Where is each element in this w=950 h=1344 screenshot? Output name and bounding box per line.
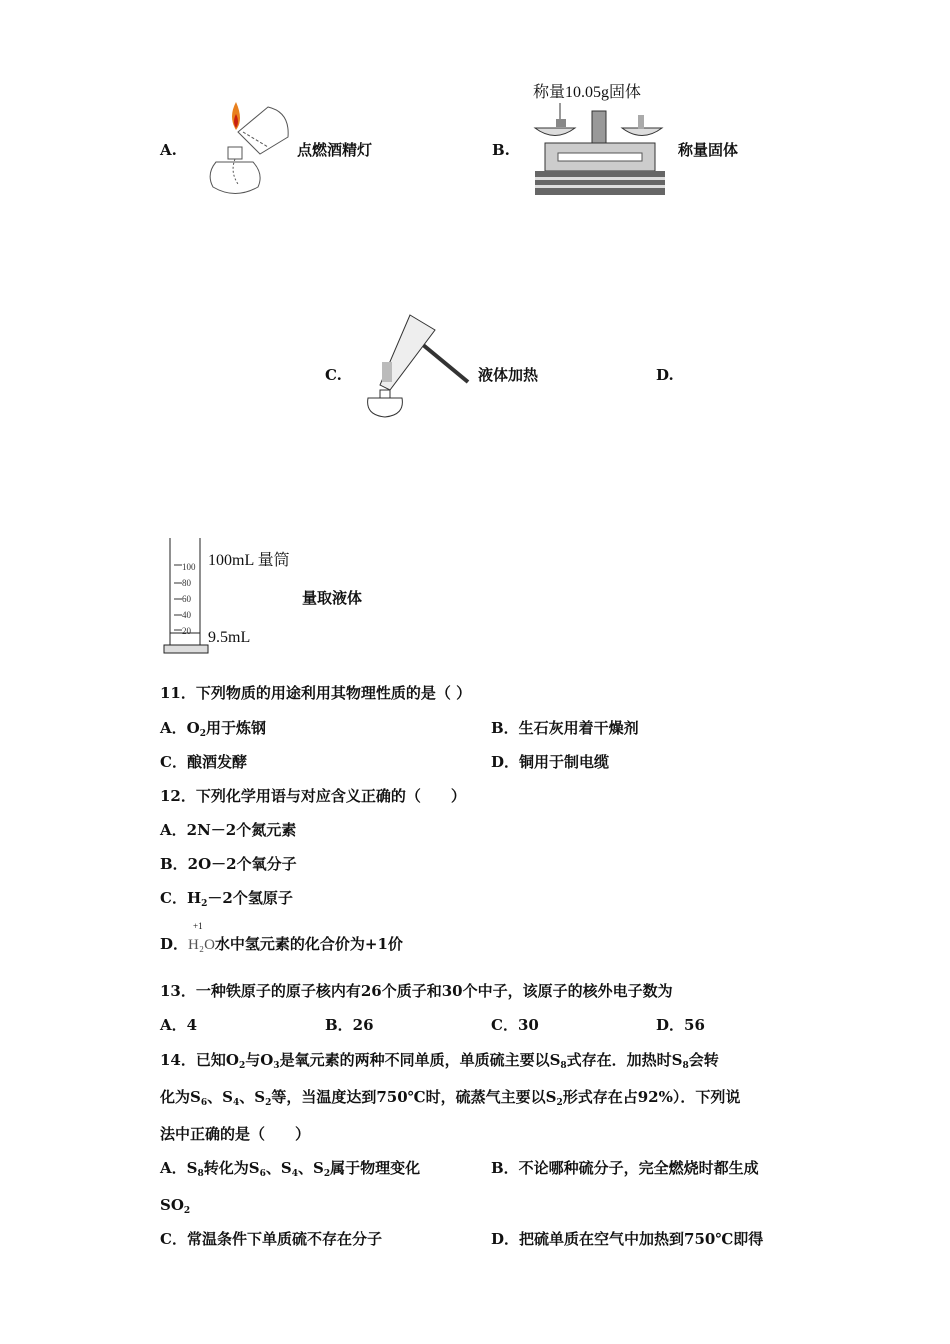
text-segment: C．酿酒发酵 bbox=[160, 753, 247, 771]
text-segment: 形式存在占92%）．下列说 bbox=[562, 1088, 741, 1106]
subscript: 4 bbox=[232, 1098, 240, 1108]
q13-option-a: A．4 bbox=[160, 1016, 198, 1034]
q14-option-a bbox=[160, 1158, 420, 1184]
subscript: 8 bbox=[560, 1061, 567, 1071]
text-segment: 化为S bbox=[160, 1088, 201, 1106]
subscript: 6 bbox=[200, 1098, 208, 1108]
q14-stem-line3 bbox=[160, 1124, 310, 1144]
text-segment: B．2O－2个氧分子 bbox=[160, 855, 297, 873]
text-segment: 会转 bbox=[688, 1051, 719, 1069]
q11-stem bbox=[160, 683, 471, 703]
water-formula: H₂O bbox=[188, 937, 215, 953]
text-segment: 等，当温度达到750℃时，硫蒸气主要以S bbox=[271, 1088, 557, 1106]
text-segment: 12．下列化学用语与对应含义正确的（ ） bbox=[160, 787, 466, 805]
q12-option-c bbox=[160, 888, 293, 914]
q11-option-a bbox=[160, 718, 266, 744]
subscript: 2 bbox=[183, 1206, 191, 1216]
q14-option-d bbox=[491, 1229, 763, 1249]
text-segment: 、S bbox=[239, 1088, 266, 1106]
text-segment: 与O bbox=[245, 1051, 274, 1069]
text-segment: 13．一种铁原子的原子核内有26个质子和30个中子，该原子的核外电子数为 bbox=[160, 982, 673, 1000]
text-segment: 、S bbox=[297, 1159, 324, 1177]
cylinder-tick: 100 bbox=[182, 562, 196, 572]
option-c-label: C. bbox=[325, 366, 342, 384]
q14-stem-line1 bbox=[160, 1050, 719, 1076]
text-segment: C．常温条件下单质硫不存在分子 bbox=[160, 1230, 382, 1248]
text-segment: B．生石灰用着干燥剂 bbox=[491, 719, 639, 737]
cylinder-tick: 40 bbox=[182, 610, 191, 620]
text-segment: 、S bbox=[207, 1088, 233, 1106]
alcohol-lamp-lighting-illustration bbox=[198, 92, 293, 200]
option-a-label: A. bbox=[160, 141, 177, 159]
q12-stem bbox=[160, 786, 466, 806]
text-segment: B．不论哪种硫分子，完全燃烧时都生成 bbox=[491, 1159, 759, 1177]
subscript: 8 bbox=[197, 1169, 204, 1179]
option-b-text: 称量固体 bbox=[678, 141, 739, 159]
text-segment: A．O bbox=[160, 719, 200, 737]
subscript: 3 bbox=[273, 1061, 280, 1071]
text-segment: 式存在．加热时S bbox=[566, 1051, 683, 1069]
q14-option-b bbox=[491, 1158, 759, 1178]
subscript: 2 bbox=[556, 1098, 563, 1108]
option-c-text: 液体加热 bbox=[478, 366, 539, 384]
cylinder-tick: 20 bbox=[182, 626, 191, 636]
text-segment: 法中正确的是（ ） bbox=[160, 1125, 311, 1143]
q12-option-d bbox=[160, 934, 403, 955]
text-segment: 14．已知O bbox=[160, 1051, 239, 1069]
text-segment: 11．下列物质的用途利用其物理性质的是（ ） bbox=[160, 684, 472, 702]
q14-stem-line2 bbox=[160, 1087, 740, 1113]
text-segment: A．S bbox=[160, 1159, 198, 1177]
text-segment: D．把硫单质在空气中加热到750℃即得 bbox=[491, 1230, 764, 1248]
q12-option-d-text: 水中氢元素的化合价为+1价 bbox=[214, 935, 403, 953]
cylinder-tick: 60 bbox=[182, 594, 191, 604]
q13-option-b: B．26 bbox=[325, 1016, 374, 1034]
text-segment: A．2N－2个氮元素 bbox=[160, 821, 297, 839]
cylinder-tick: 80 bbox=[182, 578, 191, 588]
subscript: 4 bbox=[291, 1169, 298, 1179]
text-segment: 用于炼钢 bbox=[205, 719, 266, 737]
subscript: 2 bbox=[323, 1169, 331, 1179]
q12-option-d-label: D． bbox=[160, 935, 189, 953]
text-segment: －2个氢原子 bbox=[207, 889, 293, 907]
balance-caption: 称量10.05g固体 bbox=[533, 84, 642, 101]
subscript: 8 bbox=[682, 1061, 689, 1071]
q12-option-b bbox=[160, 854, 297, 874]
q12-option-a bbox=[160, 820, 296, 840]
text-segment: 、S bbox=[265, 1159, 292, 1177]
valence-mark: +1 bbox=[193, 921, 203, 931]
text-segment: 是氧元素的两种不同单质，单质硫主要以S bbox=[279, 1051, 561, 1069]
subscript: 2 bbox=[201, 899, 208, 909]
q11-option-b bbox=[491, 718, 639, 738]
q13-option-c: C．30 bbox=[491, 1016, 539, 1034]
cylinder-reading: 9.5mL bbox=[208, 629, 251, 646]
option-a-text: 点燃酒精灯 bbox=[297, 141, 373, 159]
subscript: 2 bbox=[238, 1061, 246, 1071]
q14-option-b-cont bbox=[160, 1195, 190, 1221]
text-segment: SO bbox=[160, 1196, 184, 1214]
q14-option-c bbox=[160, 1229, 382, 1249]
option-d-text: 量取液体 bbox=[302, 589, 363, 607]
cylinder-label: 100mL 量筒 bbox=[208, 552, 290, 569]
subscript: 2 bbox=[199, 729, 206, 739]
subscript: 6 bbox=[259, 1169, 266, 1179]
liquid-heating-illustration bbox=[360, 310, 475, 420]
text-segment: 转化为S bbox=[203, 1159, 260, 1177]
text-segment: C．H bbox=[160, 889, 202, 907]
q11-option-d bbox=[491, 752, 609, 772]
option-b-label: B. bbox=[492, 141, 510, 159]
text-segment: 属于物理变化 bbox=[330, 1159, 421, 1177]
subscript: 2 bbox=[265, 1098, 272, 1108]
q13-stem bbox=[160, 981, 673, 1001]
q11-option-c bbox=[160, 752, 247, 772]
text-segment: D．铜用于制电缆 bbox=[491, 753, 610, 771]
balance-scale-illustration bbox=[530, 103, 670, 203]
option-d-label: D. bbox=[656, 366, 674, 384]
q13-option-d: D．56 bbox=[656, 1016, 705, 1034]
